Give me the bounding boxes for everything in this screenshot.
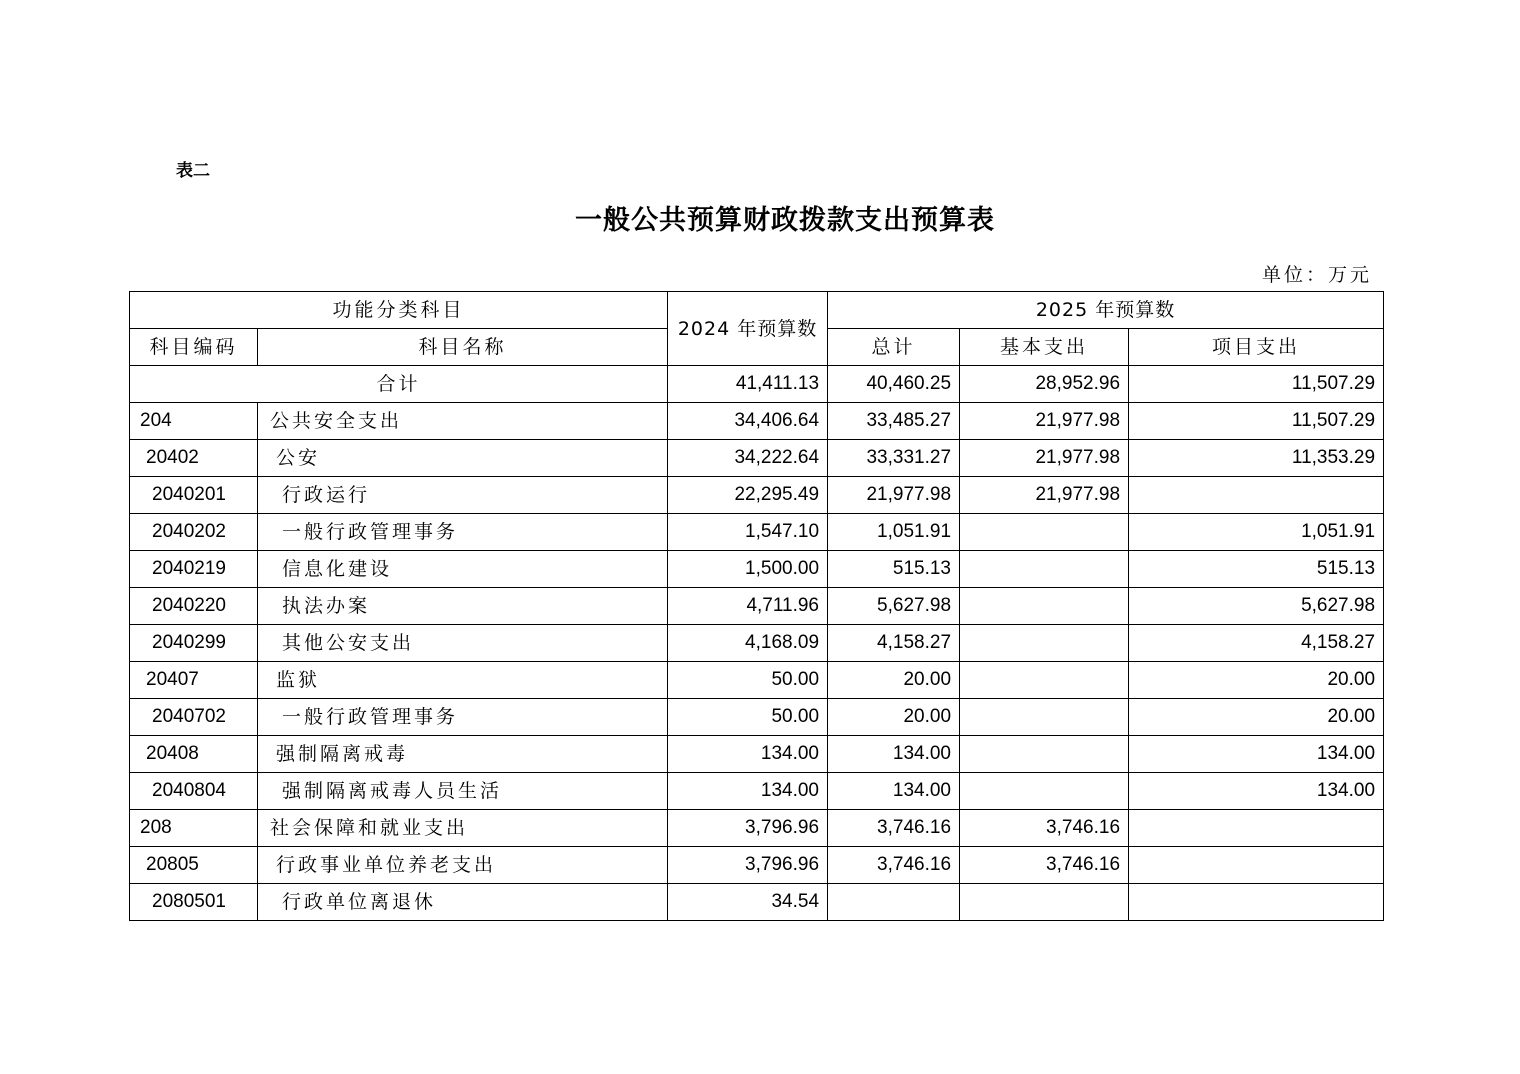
row-basic xyxy=(960,662,1129,699)
row-total: 134.00 xyxy=(828,736,960,773)
row-basic xyxy=(960,551,1129,588)
row-budget-2024: 1,500.00 xyxy=(668,551,828,588)
row-basic: 21,977.98 xyxy=(960,477,1129,514)
row-project: 134.00 xyxy=(1129,736,1384,773)
row-name: 公共安全支出 xyxy=(258,403,668,440)
row-project: 4,158.27 xyxy=(1129,625,1384,662)
summary-project: 11,507.29 xyxy=(1129,366,1384,403)
row-basic: 21,977.98 xyxy=(960,403,1129,440)
row-code: 2040299 xyxy=(130,625,258,662)
row-basic: 21,977.98 xyxy=(960,440,1129,477)
row-budget-2024: 50.00 xyxy=(668,699,828,736)
row-code: 2040220 xyxy=(130,588,258,625)
row-code: 2040202 xyxy=(130,514,258,551)
row-budget-2024: 134.00 xyxy=(668,736,828,773)
row-name: 行政运行 xyxy=(258,477,668,514)
row-project xyxy=(1129,810,1384,847)
row-code: 208 xyxy=(130,810,258,847)
summary-row xyxy=(130,366,1384,403)
table-row xyxy=(130,403,1384,440)
row-total: 5,627.98 xyxy=(828,588,960,625)
row-total: 1,051.91 xyxy=(828,514,960,551)
page-title: 一般公共预算财政拨款支出预算表 xyxy=(575,205,995,236)
row-code: 2040804 xyxy=(130,773,258,810)
row-name: 社会保障和就业支出 xyxy=(258,810,668,847)
row-budget-2024: 4,168.09 xyxy=(668,625,828,662)
row-total: 515.13 xyxy=(828,551,960,588)
row-name: 一般行政管理事务 xyxy=(258,699,668,736)
row-total: 3,746.16 xyxy=(828,810,960,847)
name-header: 科目名称 xyxy=(258,329,668,366)
summary-label: 合计 xyxy=(130,366,668,403)
row-project: 1,051.91 xyxy=(1129,514,1384,551)
row-project: 20.00 xyxy=(1129,699,1384,736)
table-label: 表二 xyxy=(176,161,210,181)
basic-header: 基本支出 xyxy=(960,329,1129,366)
budget-table xyxy=(129,291,1384,921)
table-row xyxy=(130,847,1384,884)
table-row xyxy=(130,736,1384,773)
row-budget-2024: 34,406.64 xyxy=(668,403,828,440)
row-budget-2024: 22,295.49 xyxy=(668,477,828,514)
table-row xyxy=(130,884,1384,921)
row-basic xyxy=(960,699,1129,736)
row-project: 134.00 xyxy=(1129,773,1384,810)
row-basic xyxy=(960,884,1129,921)
row-project xyxy=(1129,884,1384,921)
row-basic xyxy=(960,625,1129,662)
summary-budget-2024: 41,411.13 xyxy=(668,366,828,403)
functional-category-header: 功能分类科目 xyxy=(130,292,668,329)
row-total: 21,977.98 xyxy=(828,477,960,514)
table-row xyxy=(130,588,1384,625)
row-total: 134.00 xyxy=(828,773,960,810)
row-name: 其他公安支出 xyxy=(258,625,668,662)
row-budget-2024: 4,711.96 xyxy=(668,588,828,625)
row-basic xyxy=(960,773,1129,810)
table-row xyxy=(130,773,1384,810)
total-header: 总计 xyxy=(828,329,960,366)
row-name: 强制隔离戒毒人员生活 xyxy=(258,773,668,810)
row-basic xyxy=(960,588,1129,625)
budget-2024-header: 2024 年预算数 xyxy=(668,292,828,366)
row-code: 2040702 xyxy=(130,699,258,736)
row-project: 20.00 xyxy=(1129,662,1384,699)
table-row xyxy=(130,810,1384,847)
summary-total: 40,460.25 xyxy=(828,366,960,403)
row-name: 监狱 xyxy=(258,662,668,699)
row-basic xyxy=(960,514,1129,551)
row-total: 33,331.27 xyxy=(828,440,960,477)
row-name: 一般行政管理事务 xyxy=(258,514,668,551)
table-row xyxy=(130,514,1384,551)
row-name: 强制隔离戒毒 xyxy=(258,736,668,773)
table-row xyxy=(130,699,1384,736)
row-total: 3,746.16 xyxy=(828,847,960,884)
row-code: 20408 xyxy=(130,736,258,773)
row-project xyxy=(1129,847,1384,884)
row-budget-2024: 3,796.96 xyxy=(668,810,828,847)
row-basic: 3,746.16 xyxy=(960,847,1129,884)
row-project: 515.13 xyxy=(1129,551,1384,588)
row-total: 20.00 xyxy=(828,662,960,699)
row-budget-2024: 3,796.96 xyxy=(668,847,828,884)
row-total: 33,485.27 xyxy=(828,403,960,440)
row-budget-2024: 34.54 xyxy=(668,884,828,921)
row-total: 4,158.27 xyxy=(828,625,960,662)
row-code: 20407 xyxy=(130,662,258,699)
row-budget-2024: 134.00 xyxy=(668,773,828,810)
row-project: 11,353.29 xyxy=(1129,440,1384,477)
summary-basic: 28,952.96 xyxy=(960,366,1129,403)
project-header: 项目支出 xyxy=(1129,329,1384,366)
row-project xyxy=(1129,477,1384,514)
row-code: 20805 xyxy=(130,847,258,884)
header-row-1 xyxy=(130,292,1384,329)
row-basic: 3,746.16 xyxy=(960,810,1129,847)
table-row xyxy=(130,477,1384,514)
budget-2025-header: 2025 年预算数 xyxy=(828,292,1384,329)
table-row xyxy=(130,625,1384,662)
row-name: 行政事业单位养老支出 xyxy=(258,847,668,884)
table-row xyxy=(130,440,1384,477)
row-name: 执法办案 xyxy=(258,588,668,625)
table-row xyxy=(130,551,1384,588)
row-name: 公安 xyxy=(258,440,668,477)
row-name: 行政单位离退休 xyxy=(258,884,668,921)
row-budget-2024: 50.00 xyxy=(668,662,828,699)
row-code: 2080501 xyxy=(130,884,258,921)
unit-label: 单位：万元 xyxy=(1261,264,1372,286)
table-row xyxy=(130,662,1384,699)
row-code: 20402 xyxy=(130,440,258,477)
row-project: 5,627.98 xyxy=(1129,588,1384,625)
row-code: 2040219 xyxy=(130,551,258,588)
row-name: 信息化建设 xyxy=(258,551,668,588)
row-total xyxy=(828,884,960,921)
row-budget-2024: 1,547.10 xyxy=(668,514,828,551)
row-code: 2040201 xyxy=(130,477,258,514)
row-basic xyxy=(960,736,1129,773)
row-total: 20.00 xyxy=(828,699,960,736)
row-code: 204 xyxy=(130,403,258,440)
code-header: 科目编码 xyxy=(130,329,258,366)
row-budget-2024: 34,222.64 xyxy=(668,440,828,477)
row-project: 11,507.29 xyxy=(1129,403,1384,440)
